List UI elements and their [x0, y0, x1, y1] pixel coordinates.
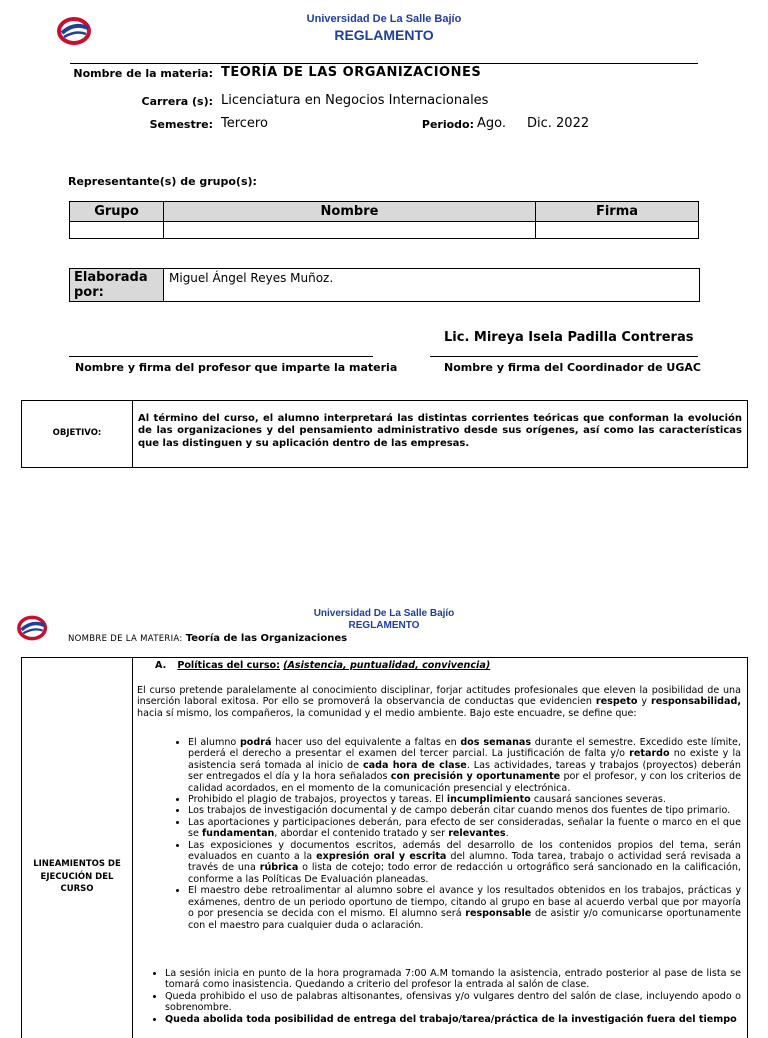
- bullet-bold: expresión oral y escrita: [316, 851, 447, 863]
- bullet-text: de asistir y/o comunicarse oportunamente con el maestro para cualquier duda o aclaración.: [188, 908, 741, 931]
- bullet-text: Prohibido el plagio de trabajos, proyectos y tareas. El: [188, 794, 444, 806]
- professor-signature-label: Nombre y firma del profesor que imparte la materia: [75, 361, 398, 374]
- list-item: [188, 840, 741, 886]
- column-header-nombre: Nombre: [164, 202, 536, 222]
- table-row: [70, 222, 699, 239]
- list-item: [188, 794, 741, 805]
- intro-bold-respeto: respeto: [595, 696, 638, 708]
- subject-line-page2: [68, 633, 347, 644]
- section-title: Políticas del curso:: [177, 660, 280, 671]
- bullet-text: La sesión inicia en punto de la hora programada 7:00 A.M tomando la asistencia, entrado posterior al pase de lista se tomará como inasistencia. Quedando a criterio del profesor la entrada al salón de clase.: [165, 968, 741, 991]
- elaborated-value: Miguel Ángel Reyes Muñoz.: [169, 271, 334, 285]
- objective-label-cell: [22, 401, 133, 467]
- table-cell: [70, 222, 164, 239]
- bullet-text: por el profesor, y con los criterios de calidad acordados, en el momento de la comunicación presencial y electrónica.: [188, 771, 742, 794]
- bullet-bold: podrá: [239, 737, 272, 748]
- bullet-text: . Las actividades, tareas y trabajos (proyectos) deberán ser entregados el día y la hora señalados: [188, 759, 741, 783]
- list-item: [165, 968, 741, 991]
- bullet-bold: responsable: [465, 908, 532, 920]
- bullet-bold: rúbrica: [259, 862, 299, 874]
- bullet-bold: fundamentan: [201, 828, 275, 840]
- table-cell: [164, 222, 536, 239]
- subject-label: Nombre de la materia:: [73, 67, 213, 80]
- coordinator-name: Lic. Mireya Isela Padilla Contreras: [444, 330, 694, 345]
- section-subtitle: (Asistencia, puntualidad, convivencia): [283, 660, 491, 671]
- period-label: Periodo:: [421, 118, 474, 131]
- policy-intro: [137, 685, 741, 719]
- semester-label: Semestre:: [149, 118, 213, 131]
- period-end: Dic. 2022: [527, 116, 590, 131]
- bullet-text: , abordar el contenido tratado y ser: [274, 828, 446, 840]
- intro-text-2: y: [641, 696, 648, 708]
- subject-prefix: NOMBRE DE LA MATERIA:: [68, 634, 183, 644]
- bullet-bold: cada hora de clase: [362, 759, 467, 771]
- career-label: Carrera (s):: [141, 95, 213, 108]
- list-item: [188, 737, 741, 794]
- policy-bullets-general: [145, 968, 741, 1024]
- bullet-text: El maestro debe retroalimentar al alumno sobre el avance y los resultados obtenidos en los trabajos, prácticas y exámenes, dentro de un periodo oportuno de tiempo, citando al grupo en base al acuerdo verbal que por mayoría o por presencia se decida con el mismo. El alumno será: [188, 885, 741, 920]
- objective-label: OBJETIVO:: [52, 428, 102, 438]
- section-letter: A.: [155, 660, 167, 671]
- column-header-firma: Firma: [536, 202, 699, 222]
- bullet-text: Las exposiciones y documentos escritos, además del desarrollo de los contenidos propios del tema, serán evaluados en cuanto a la: [188, 839, 741, 863]
- list-item: [165, 991, 741, 1014]
- bullet-text: del alumno. Toda tarea, trabajo o actividad será revisada a través de una: [188, 851, 741, 874]
- bullet-text: o lista de cotejo; todo error de redacción u ortográfico será sancionado en la calificación, conforme a las Políticas De Evaluación planeadas.: [188, 862, 741, 885]
- career-value: Licenciatura en Negocios Internacionales: [221, 93, 489, 108]
- elaborated-label-cell: [70, 269, 164, 301]
- bullet-bold: relevantes: [448, 828, 506, 840]
- header-rule: [70, 63, 698, 64]
- list-item: [188, 885, 741, 931]
- representatives-table: [69, 201, 699, 239]
- professor-signature-line: [69, 356, 373, 357]
- table-cell: [536, 222, 699, 239]
- bullet-bold: retardo: [629, 748, 670, 760]
- bullet-text: .: [505, 828, 509, 840]
- list-item: [188, 817, 741, 840]
- bullet-text: durante el semestre. Excedido este límite, perderá el derecho a presentar el examen del tercer parcial. La justificación de falta y/o: [188, 737, 741, 760]
- section-heading: [155, 660, 490, 671]
- semester-value: Tercero: [221, 116, 268, 131]
- bullet-bold: Queda abolida toda posibilidad de entrega del trabajo/tarea/práctica de la investigación fuera del tiempo: [165, 1013, 737, 1024]
- intro-bold-responsabilidad: responsabilidad,: [650, 696, 741, 708]
- coordinator-signature-label: Nombre y firma del Coordinador de UGAC: [444, 361, 701, 374]
- objective-box: [21, 400, 748, 468]
- bullet-text: Queda prohibido el uso de palabras altisonantes, ofensivas y/o vulgares dentro del salón de clase, incluyendo apodo o sobrenombre.: [165, 990, 741, 1014]
- university-name: Universidad De La Salle Bajío: [306, 13, 462, 25]
- representatives-label: Representante(s) de grupo(s):: [68, 175, 257, 188]
- bullet-text: causará sanciones severas.: [533, 794, 666, 806]
- bullet-text: Los trabajos de investigación documental y de campo deberán citar cuando menos dos fuentes de tipo primario.: [188, 805, 731, 817]
- intro-text-1: El curso pretende paralelamente al conocimiento disciplinar, forjar actitudes profesionales que eleven la posibilidad de una inserción laboral exitosa. Por ello se promoverá la observancia de conductas que evidencien: [137, 685, 741, 708]
- bullet-bold: dos semanas: [460, 737, 532, 748]
- subject-value: TEORÍA DE LAS ORGANIZACIONES: [221, 65, 482, 80]
- document-title: REGLAMENTO: [334, 27, 434, 43]
- list-item: [188, 805, 741, 816]
- document-title-page2: REGLAMENTO: [348, 620, 420, 631]
- guidelines-side-label: LINEAMIENTOS DE EJECUCIÓN DEL CURSO: [33, 859, 121, 894]
- university-name-page2: Universidad De La Salle Bajío: [313, 608, 455, 619]
- period-start: Ago.: [477, 116, 507, 131]
- policy-bullets: [168, 737, 741, 931]
- intro-text-3: hacia sí mismo, los compañeros, la comunidad y el medio ambiente. Bajo este encuadre, se define que:: [137, 707, 637, 719]
- guidelines-side-cell: [22, 658, 133, 1038]
- bullet-text: no existe y la asistencia será tomada al inicio de: [188, 748, 741, 771]
- subject-value-page2: Teoría de las Organizaciones: [185, 633, 348, 644]
- bullet-text: El alumno: [188, 737, 237, 748]
- bullet-text: hacer uso del equivalente a faltas en: [275, 737, 457, 748]
- list-item: [165, 1014, 741, 1024]
- elaborated-box: [69, 268, 700, 302]
- bullet-bold: con precisión y oportunamente: [390, 771, 561, 783]
- bullet-bold: incumplimiento: [446, 794, 531, 806]
- coordinator-signature-line: [430, 356, 698, 357]
- bullet-text: Las aportaciones y participaciones deberán, para efecto de ser consideradas, señalar la fuente o marco en el que se: [188, 816, 741, 840]
- column-header-grupo: Grupo: [70, 202, 164, 222]
- objective-text: Al término del curso, el alumno interpretará las distintas corrientes teóricas que conforman la evolución de las organizaciones y del pensamiento administrativo desde sus orígenes, así como las características que las distinguen y su aplicación dentro de las empresas.: [138, 413, 742, 449]
- elaborated-label: Elaborada por:: [74, 270, 148, 300]
